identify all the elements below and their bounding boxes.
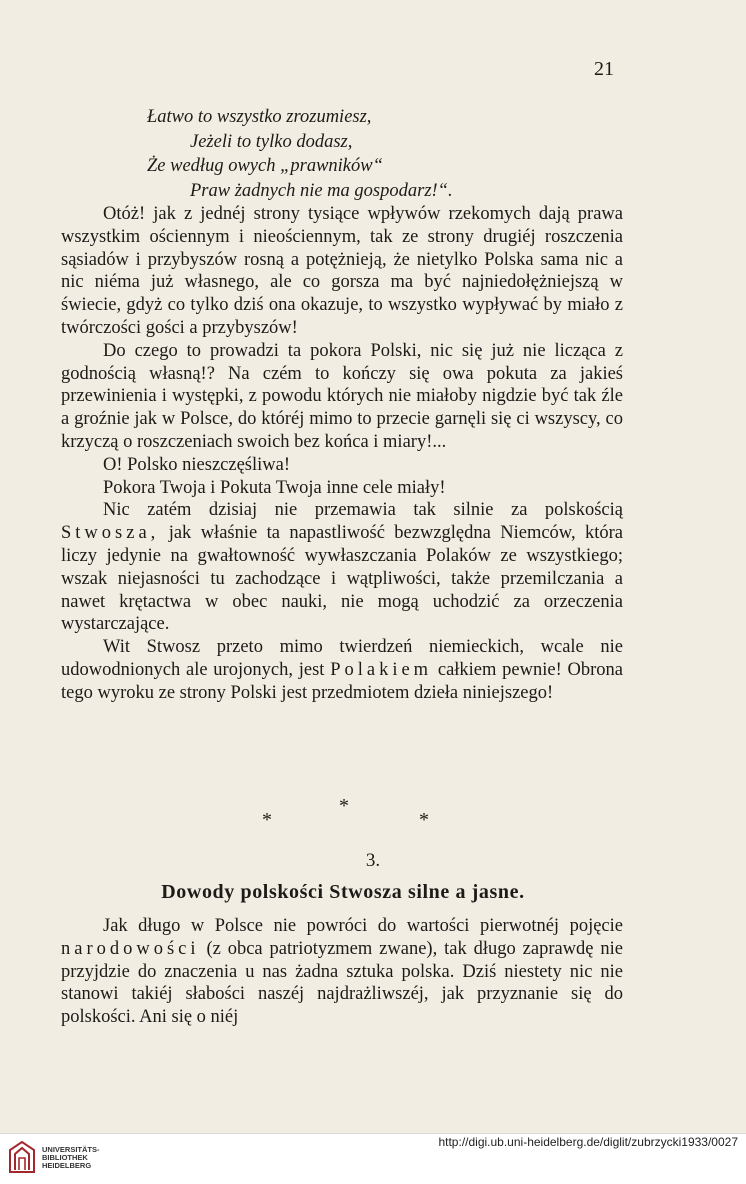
paragraph <box>61 636 623 704</box>
paragraph <box>61 499 623 636</box>
spaced-name: Stwosza, <box>61 523 160 544</box>
paragraph: O! Polsko nieszczęśliwa! <box>103 454 291 475</box>
spaced-word: Polakiem <box>330 659 433 680</box>
text-run: całkiem pewnie! Obrona tego wyroku ze strony Polski jest przedmiotem dzieła niniejszego! <box>61 659 624 703</box>
text-run: Wit Stwosz przeto mimo twierdzeń niemieckich, wcale nie udowodnionych ale urojonych, jest <box>61 637 623 680</box>
asterism-separator <box>0 795 746 835</box>
page-number: 21 <box>594 58 614 80</box>
section-heading: Dowody polskości Stwosza silne a jasne. <box>161 881 525 903</box>
paragraph: Otóż! jak z jednéj strony tysiące wpływów rzekomych dają prawa wszystkim ościennym i nieościennym, tak ze strony drugiéj roszczenia sąsiadów i przybyszów rosną a potężnieją, że nietylko Polska sama nic a nic niéma już własnego, ale co gorsza ma być najniedołężniejszą w świecie, gdyż co tylko dziś ona okazuje, to wszystko wypływać by miało z twórczości gości a przybyszów! <box>61 204 623 338</box>
university-seal-icon <box>8 1140 36 1174</box>
verse-line: Praw żadnych nie ma gospodarz!“. <box>190 180 453 201</box>
text-run: Jak długo w Polsce nie powróci do wartości pierwotnéj pojęcie <box>103 916 623 936</box>
section-text <box>61 915 623 1029</box>
text-run: (z obca patriotyzmem zwane), tak długo zaprawdę nie przyjdzie do znaczenia u nas żadna sztuka polska. Dziś niestety nic nie stanowi takiéj słabości naszéj najdrażliwszéj, jak przyznanie się do polskości. Ani się o niéj <box>61 938 624 1028</box>
library-name-line: UNIVERSITÄTS- <box>42 1145 100 1154</box>
paragraph: Pokora Twoja i Pokuta Twoja inne cele miały! <box>103 477 446 498</box>
verse-line: Łatwo to wszystko zrozumiesz, <box>147 107 372 127</box>
asterisk: * <box>419 809 429 831</box>
spaced-word: narodowości <box>61 938 200 959</box>
library-name-line: HEIDELBERG <box>42 1161 92 1170</box>
asterisk: * <box>262 809 272 831</box>
viewer-footer <box>0 1133 746 1184</box>
permalink-url[interactable]: http://digi.ub.uni-heidelberg.de/diglit/zubrzycki1933/0027 <box>438 1135 738 1149</box>
library-name-line: BIBLIOTHEK <box>42 1153 88 1162</box>
main-text <box>61 203 623 705</box>
paragraph: Do czego to prowadzi ta pokora Polski, nic się już nie licząca z godnością własną!? Na czém to kończy się owa pokuta za jakieś przewinienia i występki, z powodu których nie miałoby nigdzie być tak źle a groźnie jak w Polsce, do któréj mimo to przecie garnęli się ci wszyscy, co krzyczą o roszczeniach swoich bez końca i miary!... <box>61 340 623 452</box>
verse-line: Że według owych „prawników“ <box>147 156 383 176</box>
paragraph <box>61 915 623 1029</box>
text-run: Nic zatém dzisiaj nie przemawia tak silnie za polskością <box>103 500 623 521</box>
library-name <box>42 1146 100 1170</box>
section-number: 3. <box>365 850 381 871</box>
verse-quote <box>0 105 746 203</box>
verse-line: Jeżeli to tylko dodasz, <box>190 131 353 152</box>
text-run: jak właśnie ta napastliwość bezwzględna Niemców, która liczy jedynie na gwałtowność wywłaszczania Polaków ze wszystkiego; wszak niejasności tu zachodzące i wątpliwości, także przemilczania a nawet krętactwa w obec nauki, nie mogą uchodzić za orzeczenia wystarczające. <box>61 523 623 635</box>
asterisk: * <box>339 795 349 817</box>
